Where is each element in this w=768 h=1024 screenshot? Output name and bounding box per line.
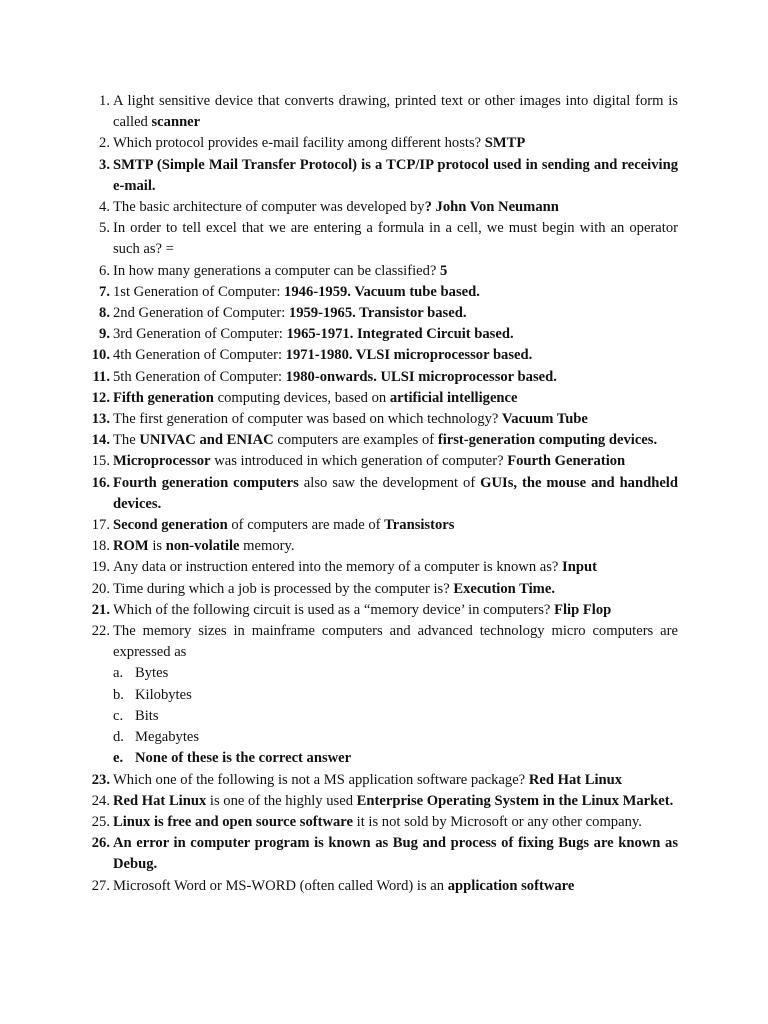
bold-text: UNIVAC and ENIAC — [139, 432, 274, 449]
option-text: Bits — [135, 707, 159, 724]
item-text: computers are examples of — [273, 432, 438, 449]
bold-text: non-volatile — [165, 538, 240, 555]
bold-text: Enterprise Operating System in the Linux Market. — [356, 792, 674, 809]
bold-text: Vacuum Tube — [502, 411, 588, 428]
bold-text: Fourth generation computers — [113, 474, 299, 491]
bold-text: 1965-1971. Integrated Circuit based. — [286, 326, 514, 343]
item-number: 25. — [91, 813, 110, 830]
option-text: Bytes — [135, 665, 169, 682]
item-number: 18. — [91, 538, 110, 555]
list-item — [86, 770, 678, 791]
bold-text: Red Hat Linux — [528, 771, 623, 788]
item-text: Which one of the following is not a MS application software package? — [113, 771, 529, 788]
list-item — [86, 303, 678, 324]
item-text: it is not sold by Microsoft or any other company. — [353, 813, 642, 830]
list-item — [86, 451, 678, 472]
bold-text: Fourth Generation — [507, 453, 626, 470]
item-number: 17. — [91, 517, 110, 534]
bold-text: ROM — [113, 538, 149, 555]
bold-text: scanner — [151, 114, 201, 131]
item-text: is one of the highly used — [206, 792, 357, 809]
option-list — [113, 663, 678, 769]
bold-text: Transistors — [384, 517, 455, 534]
list-item — [86, 515, 678, 536]
bold-text: 5 — [440, 262, 448, 279]
list-item — [86, 155, 678, 197]
item-number: 11. — [92, 368, 110, 385]
list-item — [86, 621, 678, 769]
item-text: also saw the development of — [298, 474, 481, 491]
list-item — [86, 282, 678, 303]
bold-text: application software — [447, 877, 575, 894]
list-item — [86, 324, 678, 345]
bold-text: Execution Time. — [453, 580, 555, 597]
list-item — [86, 473, 678, 515]
item-text: A light sensitive device that converts drawing, printed text or other images into digital form is called — [113, 93, 678, 131]
item-number: 15. — [91, 453, 110, 470]
option-label: e. — [113, 750, 124, 767]
item-text: In order to tell excel that we are entering a formula in a cell, we must begin with an operator such as? = — [113, 220, 678, 258]
list-item — [86, 345, 678, 366]
option-text: Megabytes — [135, 729, 200, 746]
list-item — [86, 876, 678, 897]
bold-text: Flip Flop — [554, 601, 612, 618]
option-text: None of these is the correct answer — [135, 750, 352, 767]
item-text: memory. — [239, 538, 295, 555]
item-text: The memory sizes in mainframe computers and advanced technology micro computers are expressed as — [113, 623, 678, 661]
bold-text: 1971-1980. VLSI microprocessor based. — [285, 347, 533, 364]
option-label: b. — [113, 686, 124, 703]
bold-text: SMTP — [484, 135, 526, 152]
item-text: The basic architecture of computer was developed by — [113, 199, 425, 216]
bold-text: 1980-onwards. ULSI microprocessor based. — [285, 368, 557, 385]
option-item — [113, 748, 678, 769]
item-text: 2nd Generation of Computer: — [113, 305, 289, 322]
item-number: 20. — [91, 580, 110, 597]
option-label: d. — [113, 729, 124, 746]
item-text: Which of the following circuit is used as a “memory device’ in computers? — [113, 601, 555, 618]
list-item — [86, 579, 678, 600]
item-number: 4. — [99, 199, 110, 216]
list-item — [86, 409, 678, 430]
item-number: 21. — [91, 601, 110, 618]
bold-text: SMTP (Simple Mail Transfer Protocol) is a TCP/IP protocol used in sending and receiving e-mail. — [113, 156, 678, 194]
list-item — [86, 600, 678, 621]
item-number: 6. — [99, 262, 110, 279]
bold-text: Second generation — [113, 517, 228, 534]
option-item — [113, 685, 678, 706]
item-number: 26. — [91, 835, 110, 852]
bold-text: GUIs, the mouse and handheld devices. — [113, 474, 678, 512]
item-number: 1. — [99, 93, 110, 109]
bold-text: An error in computer program is known as Bug and process of fixing Bugs are known as Debug. — [113, 835, 678, 873]
item-number: 2. — [99, 135, 110, 152]
option-item — [113, 706, 678, 727]
option-text: Kilobytes — [135, 686, 192, 703]
item-number: 19. — [91, 559, 110, 576]
list-item — [86, 367, 678, 388]
list-item — [86, 91, 678, 133]
item-text: Time during which a job is processed by the computer is? — [113, 580, 454, 597]
list-item — [86, 791, 678, 812]
item-text: 3rd Generation of Computer: — [113, 326, 287, 343]
item-text: was introduced in which generation of computer? — [210, 453, 508, 470]
item-number: 22. — [91, 623, 110, 640]
option-item — [113, 727, 678, 748]
item-number: 7. — [99, 283, 110, 300]
list-item — [86, 812, 678, 833]
bold-text: Red Hat Linux — [113, 792, 207, 809]
item-text: is — [148, 538, 166, 555]
item-number: 12. — [91, 389, 110, 406]
item-number: 16. — [91, 474, 110, 491]
list-item — [86, 197, 678, 218]
item-number: 23. — [91, 771, 110, 788]
bold-text: 1959-1965. Transistor based. — [288, 305, 467, 322]
item-number: 8. — [99, 305, 110, 322]
item-number: 14. — [91, 432, 110, 449]
item-number: 24. — [91, 792, 110, 809]
bold-text: Linux is free and open source software — [113, 813, 353, 830]
bold-text: 1946-1959. Vacuum tube based. — [284, 283, 480, 300]
list-item — [86, 388, 678, 409]
option-item — [113, 663, 678, 684]
item-text: Which protocol provides e-mail facility among different hosts? — [113, 135, 485, 152]
bold-text: ? John Von Neumann — [424, 199, 559, 216]
bold-text: artificial intelligence — [389, 389, 518, 406]
item-text: The — [113, 432, 140, 449]
list-item — [86, 430, 678, 451]
list-item — [86, 833, 678, 875]
item-text: of computers are made of — [227, 517, 385, 534]
item-text: In how many generations a computer can be classified? — [113, 262, 441, 279]
bold-text: Input — [562, 559, 597, 576]
item-number: 27. — [91, 877, 110, 894]
list-item — [86, 133, 678, 154]
bold-text: Fifth generation — [113, 389, 214, 406]
bold-text: first-generation computing devices. — [437, 432, 658, 449]
item-text: 1st Generation of Computer: — [113, 283, 285, 300]
question-list — [86, 91, 678, 897]
item-number: 10. — [91, 347, 110, 364]
item-text: computing devices, based on — [213, 389, 390, 406]
list-item — [86, 261, 678, 282]
list-item — [86, 536, 678, 557]
item-text: 4th Generation of Computer: — [113, 347, 286, 364]
item-text: 5th Generation of Computer: — [113, 368, 286, 385]
item-number: 9. — [99, 326, 110, 343]
item-number: 13. — [91, 411, 110, 428]
option-label: a. — [113, 665, 124, 682]
item-number: 3. — [99, 156, 110, 173]
option-label: c. — [113, 707, 124, 724]
list-item — [86, 218, 678, 260]
bold-text: Microprocessor — [113, 453, 211, 470]
item-text: Microsoft Word or MS-WORD (often called Word) is an — [113, 877, 448, 894]
list-item — [86, 557, 678, 578]
item-number: 5. — [99, 220, 110, 237]
item-text: The first generation of computer was based on which technology? — [113, 411, 503, 428]
item-text: Any data or instruction entered into the memory of a computer is known as? — [113, 559, 563, 576]
